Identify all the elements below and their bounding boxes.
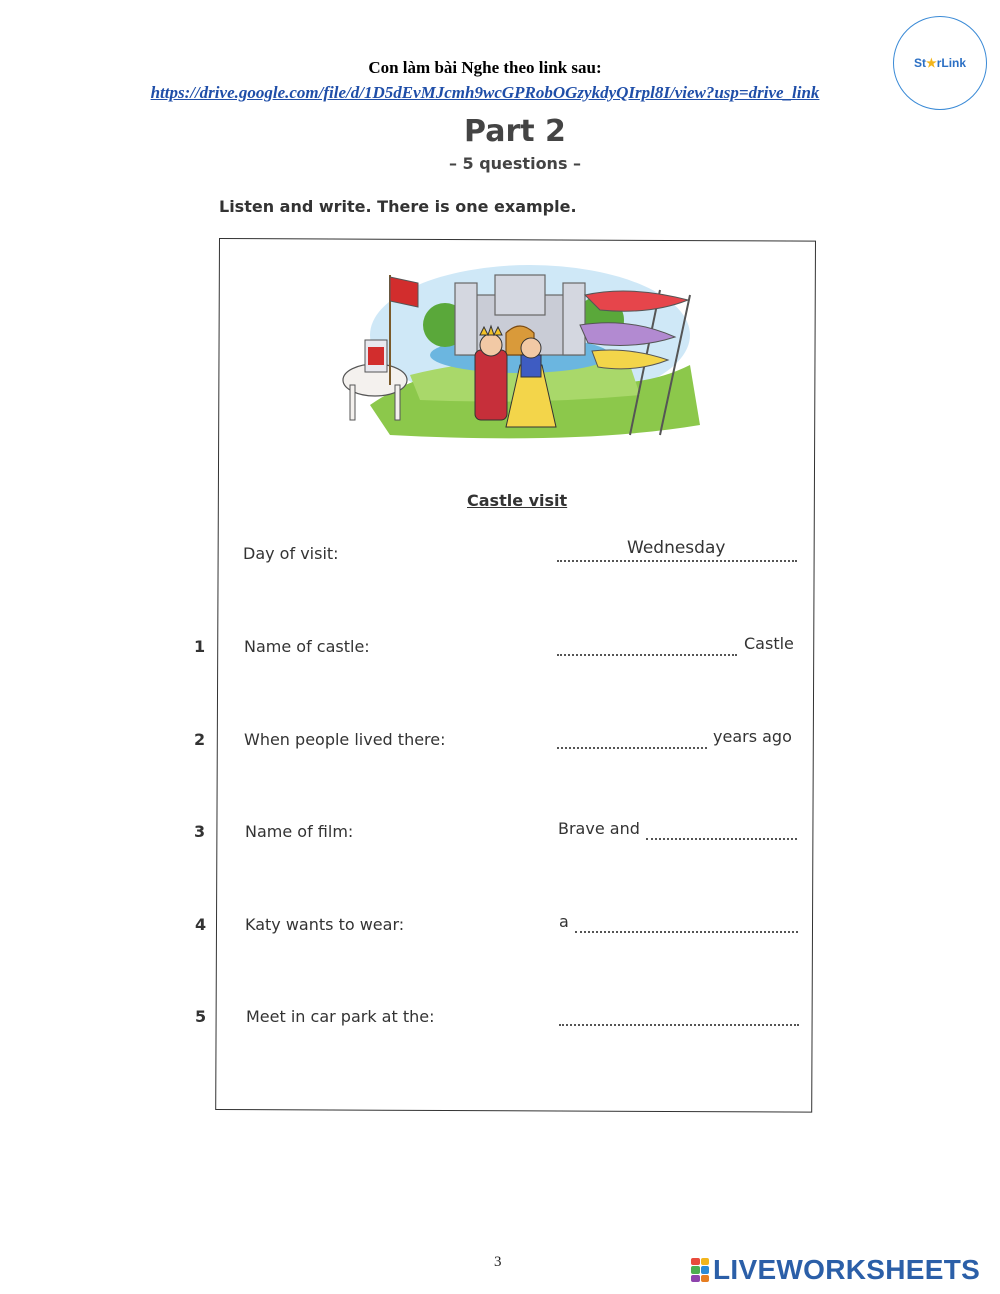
question-label: Name of film: bbox=[245, 822, 354, 841]
answer-prefix: Brave and bbox=[558, 819, 640, 838]
task-instruction: Listen and write. There is one example. bbox=[219, 197, 577, 216]
question-number: 5 bbox=[195, 1007, 207, 1026]
listening-link[interactable]: https://drive.google.com/file/d/1D5dEvMJcmh9wcGPRobOGzykdyQIrpl8I/view?usp=drive_link bbox=[150, 83, 820, 102]
liveworksheets-brand bbox=[691, 1254, 980, 1286]
liveworksheets-icon bbox=[691, 1258, 709, 1282]
castle-illustration bbox=[330, 255, 720, 445]
star-icon: ★ bbox=[925, 56, 937, 70]
answer-prefix: a bbox=[559, 912, 569, 931]
question-number: 2 bbox=[194, 730, 206, 749]
form-title: Castle visit bbox=[467, 491, 568, 510]
answer-suffix: years ago bbox=[713, 727, 792, 746]
question-label: When people lived there: bbox=[244, 730, 446, 749]
starlink-logo bbox=[893, 16, 987, 110]
brand-text: LIVEWORKSHEETS bbox=[713, 1254, 981, 1285]
answer-suffix: Castle bbox=[744, 634, 794, 653]
part-title: Part 2 bbox=[464, 114, 566, 149]
question-label: Katy wants to wear: bbox=[245, 915, 405, 934]
page-number: 3 bbox=[494, 1254, 502, 1270]
question-number: 1 bbox=[194, 637, 206, 656]
question-label: Name of castle: bbox=[244, 637, 370, 656]
header-instruction: Con làm bài Nghe theo link sau: bbox=[368, 58, 602, 77]
answer-field-2[interactable] bbox=[557, 747, 707, 749]
logo-text: St★rLink bbox=[913, 56, 967, 70]
example-answer-line bbox=[557, 560, 797, 562]
question-number: 3 bbox=[194, 822, 206, 841]
answer-field-1[interactable] bbox=[557, 654, 737, 656]
example-answer: Wednesday bbox=[627, 538, 726, 558]
question-number: 4 bbox=[195, 915, 207, 934]
question-label: Meet in car park at the: bbox=[246, 1007, 435, 1026]
part-subtitle: – 5 questions – bbox=[448, 154, 582, 173]
answer-field-5[interactable] bbox=[559, 1024, 799, 1026]
answer-field-4[interactable] bbox=[575, 931, 798, 933]
example-label: Day of visit: bbox=[243, 544, 339, 563]
answer-field-3[interactable] bbox=[646, 838, 797, 840]
